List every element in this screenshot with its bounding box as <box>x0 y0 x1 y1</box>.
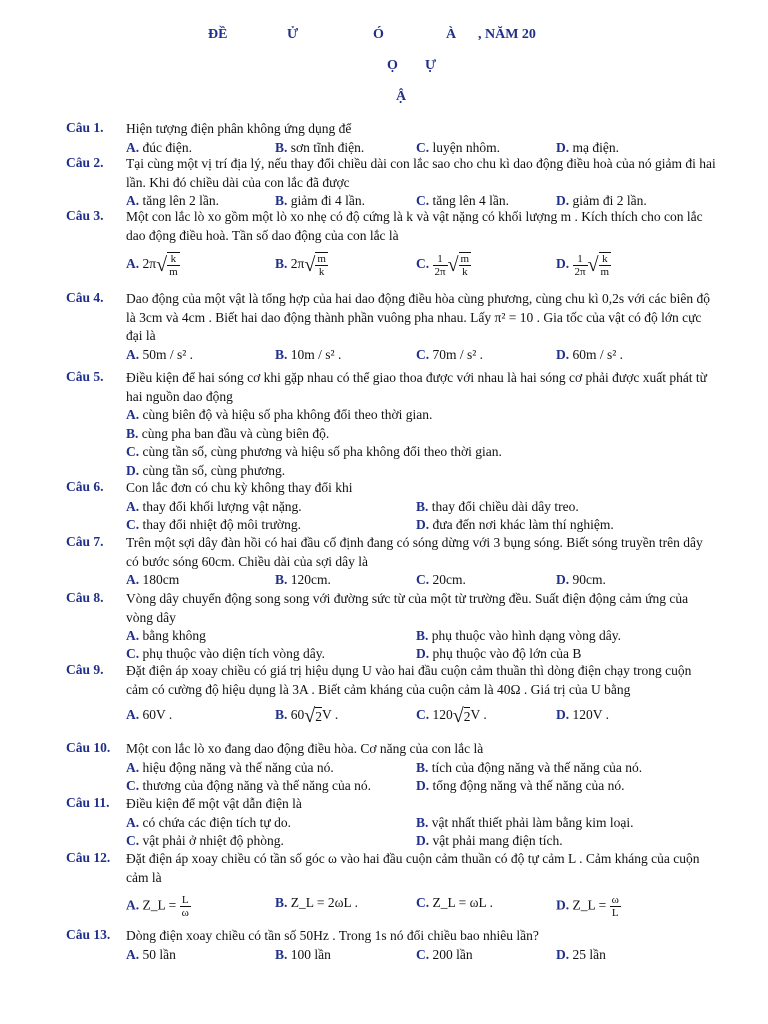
option-text: 2π <box>290 256 305 272</box>
radical-sign: √ <box>587 254 599 276</box>
answer-option <box>416 759 642 777</box>
option-text: bằng không <box>142 628 206 643</box>
question <box>66 740 716 795</box>
question-number: Câu 4. <box>66 290 104 305</box>
option-letter: B. <box>275 346 288 362</box>
answer-option <box>126 571 179 589</box>
radical-sign: √ <box>304 254 316 276</box>
radical-sign: √ <box>156 254 168 276</box>
option-text: 20cm. <box>432 572 466 587</box>
question-number: Câu 8. <box>66 590 104 605</box>
question-number: Câu 9. <box>66 662 104 677</box>
question <box>66 369 716 480</box>
header-fragment: Ậ <box>396 89 407 104</box>
option-letter: B. <box>275 946 288 962</box>
square-root <box>304 706 322 726</box>
fraction <box>573 253 588 278</box>
option-letter: A. <box>126 946 140 962</box>
option-text: Z_L = <box>142 897 180 913</box>
answer-option <box>126 406 716 425</box>
option-letter: A. <box>126 498 140 514</box>
answer-option <box>126 462 716 481</box>
option-row <box>126 139 716 157</box>
option-text: sơn tĩnh điện. <box>290 139 365 155</box>
option-letter: B. <box>416 814 429 830</box>
option-text: 120cm. <box>290 572 331 587</box>
question-text: Một con lắc lò xo đang dao động điều hòa. Cơ năng của con lắc là <box>126 741 484 756</box>
answer-option <box>556 139 619 157</box>
option-text: cùng biên độ và hiệu số pha không đổi theo thời gian. <box>142 407 433 422</box>
square-root <box>156 252 180 278</box>
answer-option <box>126 894 191 919</box>
answer-option <box>126 946 176 964</box>
question <box>66 927 716 964</box>
option-text: V . <box>470 707 487 723</box>
fraction-numerator: ω <box>611 894 619 906</box>
option-text: Z_L = ωL . <box>432 895 493 910</box>
option-letter: C. <box>126 777 140 793</box>
question-text: Một con lắc lò xo gồm một lò xo nhẹ có độ cứng là k và vật nặng có khối lượng m . Kích thích cho con lắc dao động điều hoà. Tần số dao động của con lắc là <box>126 209 703 243</box>
answer-option <box>556 946 606 964</box>
radicand <box>599 252 612 278</box>
option-text: cùng pha ban đầu và cùng biên độ. <box>141 425 330 441</box>
option-text: phụ thuộc vào độ lớn của B <box>432 646 582 661</box>
radical-sign: √ <box>452 705 464 727</box>
fraction-denominator: 2π <box>574 265 586 278</box>
answer-option <box>416 777 624 795</box>
option-text: thay đổi khối lượng vật nặng. <box>142 498 302 514</box>
question <box>66 662 716 729</box>
option-text: 50 lần <box>142 946 176 962</box>
option-letter: D. <box>556 346 570 362</box>
option-text: tăng lên 2 lần. <box>142 193 219 208</box>
option-text: tổng động năng và thế năng của nó. <box>432 777 625 793</box>
header-fragment: , NĂM 20 <box>478 27 536 42</box>
answer-option <box>416 645 581 663</box>
header-fragment: Ó <box>373 27 384 42</box>
answer-option <box>275 346 341 364</box>
option-letter: C. <box>126 516 140 532</box>
option-letter: D. <box>556 572 570 587</box>
option-row <box>126 645 716 663</box>
question-text: Trên một sợi dây đàn hồi có hai đầu cố định đang có sóng dừng với 3 bụng sóng. Biết sóng truyền trên dây có bước sóng 60cm. Chiều dài của sợi dây là <box>126 535 703 569</box>
fraction <box>459 253 472 278</box>
option-letter: B. <box>275 139 288 155</box>
option-text: 60V . <box>142 707 173 722</box>
option-letter: D. <box>416 516 430 532</box>
answer-option <box>275 571 331 589</box>
option-letter: B. <box>126 425 139 441</box>
radicand: 2 <box>315 708 322 724</box>
radicand <box>459 252 472 278</box>
option-text: Z_L = <box>572 897 610 913</box>
option-letter: B. <box>275 895 288 910</box>
answer-option <box>416 346 483 364</box>
question-number: Câu 10. <box>66 740 111 755</box>
option-text: có chứa các điện tích tự do. <box>142 814 291 830</box>
option-text: 60m / s² . <box>572 346 624 362</box>
answer-option <box>275 252 328 278</box>
radicand <box>167 252 180 278</box>
square-root <box>453 706 471 726</box>
answer-option <box>126 706 172 724</box>
option-letter: D. <box>556 707 570 722</box>
option-row <box>126 814 716 832</box>
option-letter: C. <box>126 832 140 848</box>
answer-option <box>126 645 325 663</box>
answer-option <box>126 498 302 516</box>
option-text: thay đổi nhiệt độ môi trường. <box>142 516 301 532</box>
option-text: Z_L = 2ωL . <box>290 895 359 910</box>
option-letter: B. <box>275 256 288 272</box>
option-row <box>126 887 716 917</box>
fraction-denominator: m <box>169 266 178 278</box>
question <box>66 155 716 210</box>
question-number: Câu 1. <box>66 120 104 135</box>
option-letter: B. <box>416 759 429 775</box>
question-text: Vòng dây chuyển động song song với đường sức từ của một từ trường đều. Suất điện động cảm ứng của vòng dây <box>126 591 689 625</box>
header-fragment: Ự <box>425 58 437 73</box>
fraction-numerator: 1 <box>433 253 448 266</box>
answer-option <box>416 946 473 964</box>
question <box>66 290 716 364</box>
answer-option <box>275 139 364 157</box>
option-letter: C. <box>126 444 140 459</box>
option-letter: B. <box>275 193 288 208</box>
option-text: 25 lần <box>572 946 606 962</box>
option-row <box>126 571 716 589</box>
fraction-numerator: k <box>599 253 612 266</box>
option-letter: A. <box>126 628 140 643</box>
option-text: giảm đi 2 lần. <box>572 193 647 208</box>
question <box>66 850 716 917</box>
option-letter: C. <box>416 707 430 723</box>
fraction-numerator: k <box>167 253 180 266</box>
option-letter: A. <box>126 572 140 587</box>
option-text: tăng lên 4 lần. <box>432 193 509 208</box>
answer-option <box>556 252 611 278</box>
option-letter: D. <box>416 832 430 848</box>
option-text: cùng tần số, cùng phương. <box>142 462 286 478</box>
option-text: 200 lần <box>432 946 473 962</box>
answer-option <box>416 832 563 850</box>
square-root <box>304 252 328 278</box>
question-text: Con lắc đơn có chu kỳ không thay đổi khi <box>126 480 353 495</box>
square-root <box>588 252 612 278</box>
option-letter: A. <box>126 256 140 272</box>
option-letter: B. <box>275 707 288 723</box>
answer-option <box>275 706 338 726</box>
question-number: Câu 2. <box>66 155 104 170</box>
fraction-numerator: m <box>460 253 470 265</box>
option-letter: D. <box>126 462 140 478</box>
option-letter: C. <box>416 139 430 155</box>
fraction <box>315 253 328 278</box>
option-text: 10m / s² . <box>290 346 342 362</box>
answer-option <box>416 498 579 516</box>
answer-option <box>126 425 716 444</box>
answer-option <box>416 894 493 912</box>
radicand <box>315 252 328 278</box>
option-letter: D. <box>556 256 570 272</box>
option-text: 120V . <box>572 707 610 722</box>
option-letter: A. <box>126 759 140 775</box>
question <box>66 590 716 663</box>
answer-option <box>416 627 621 645</box>
fraction-denominator: L <box>611 907 619 919</box>
fraction <box>433 253 448 278</box>
option-text: cùng tần số, cùng phương và hiệu số pha không đổi theo thời gian. <box>142 444 502 459</box>
answer-option <box>556 894 621 919</box>
fraction-numerator: L <box>180 894 191 907</box>
option-row <box>126 346 716 364</box>
option-row <box>126 832 716 850</box>
answer-option <box>126 139 192 157</box>
option-row <box>126 627 716 645</box>
option-text: phụ thuộc vào hình dạng vòng dây. <box>431 628 621 643</box>
answer-option <box>126 252 180 278</box>
option-letter: D. <box>556 897 570 913</box>
option-letter: C. <box>416 193 430 208</box>
option-letter: B. <box>416 498 429 514</box>
option-text: hiệu động năng và thế năng của nó. <box>142 759 334 775</box>
question-text: Đặt điện áp xoay chiều có giá trị hiệu dụng U vào hai đầu cuộn cảm thuần thì dòng điện chạy trong cuộn cảm có cường độ hiệu dụng là 3A . Biết cảm kháng của cuộn cảm là 40Ω . Giá trị của U bằng <box>126 663 692 697</box>
option-letter: D. <box>416 777 430 793</box>
option-text: 180cm <box>142 572 180 587</box>
question <box>66 208 716 278</box>
option-text: đưa đến nơi khác làm thí nghiệm. <box>432 516 614 532</box>
question-number: Câu 11. <box>66 795 110 810</box>
option-letter: D. <box>556 139 570 155</box>
option-letter: D. <box>416 646 430 661</box>
option-letter: A. <box>126 139 140 155</box>
option-letter: B. <box>416 628 429 643</box>
answer-option <box>126 814 291 832</box>
option-text: V . <box>322 707 339 723</box>
option-letter: A. <box>126 814 140 830</box>
option-text: vật nhất thiết phải làm bằng kim loại. <box>431 814 634 830</box>
question <box>66 795 716 850</box>
answer-option <box>556 706 609 724</box>
option-letter: C. <box>416 572 430 587</box>
header-fragment: Ử <box>287 27 299 42</box>
question-number: Câu 12. <box>66 850 111 865</box>
option-text: thay đổi chiều dài dây treo. <box>431 498 579 514</box>
option-letter: A. <box>126 707 140 722</box>
option-row <box>126 759 716 777</box>
question <box>66 479 716 534</box>
option-row <box>126 946 716 964</box>
option-letter: A. <box>126 193 140 208</box>
option-text: 120 <box>432 707 453 723</box>
question-number: Câu 5. <box>66 369 104 384</box>
question <box>66 534 716 589</box>
option-text: vật phải mang điện tích. <box>432 832 563 848</box>
option-letter: C. <box>416 946 430 962</box>
square-root <box>448 252 472 278</box>
option-text: thương của động năng và thế năng của nó. <box>142 777 372 793</box>
question-number: Câu 13. <box>66 927 111 942</box>
fraction-denominator: m <box>600 266 610 278</box>
fraction <box>610 894 621 919</box>
option-text: vật phải ở nhiệt độ phòng. <box>142 832 284 848</box>
fraction <box>180 894 191 919</box>
question-text: Điều kiện để hai sóng cơ khi gặp nhau có thể giao thoa được với nhau là hai sóng cơ phải được xuất phát từ hai nguồn dao động <box>126 370 708 404</box>
option-letter: D. <box>556 193 570 208</box>
answer-option <box>416 252 471 278</box>
answer-option <box>416 706 487 726</box>
fraction-denominator: k <box>318 266 325 278</box>
fraction-denominator: 2π <box>434 265 446 278</box>
answer-option <box>126 759 334 777</box>
option-row <box>126 777 716 795</box>
option-text: phụ thuộc vào diện tích vòng dây. <box>142 646 325 661</box>
option-text: đúc điện. <box>142 139 192 155</box>
question-number: Câu 6. <box>66 479 104 494</box>
answer-option <box>126 627 206 645</box>
question-number: Câu 7. <box>66 534 104 549</box>
fraction-numerator: m <box>317 253 326 265</box>
question-number: Câu 3. <box>66 208 104 223</box>
option-text: 60 <box>290 707 305 723</box>
header-fragment: Ọ <box>387 58 398 73</box>
option-letter: B. <box>275 572 288 587</box>
option-text: luyện nhôm. <box>432 139 500 155</box>
answer-option <box>126 777 371 795</box>
option-letter: A. <box>126 346 140 362</box>
answer-option <box>126 443 716 462</box>
question-text: Hiện tượng điện phân không ứng dụng để <box>126 121 352 136</box>
fraction-denominator: ω <box>181 907 189 919</box>
question-text: Tại cùng một vị trí địa lý, nếu thay đổi chiều dài con lắc sao cho chu kì dao động điều hoà của nó giảm đi hai lần. Khi đó chiều dài của con lắc đã được <box>126 156 716 190</box>
option-text: tích của động năng và thế năng của nó. <box>431 759 643 775</box>
option-letter: A. <box>126 897 140 913</box>
answer-option <box>126 832 284 850</box>
header-fragment: ĐỀ <box>208 27 228 42</box>
question <box>66 120 716 157</box>
option-text: giảm đi 4 lần. <box>290 193 366 208</box>
option-text: 2π <box>142 256 157 272</box>
question-text: Dòng điện xoay chiều có tần số 50Hz . Trong 1s nó đổi chiều bao nhiêu lần? <box>126 928 539 943</box>
option-row <box>126 498 716 516</box>
fraction <box>599 253 612 278</box>
option-letter: C. <box>126 646 140 661</box>
option-row <box>126 245 716 278</box>
fraction <box>167 253 180 278</box>
fraction-numerator: 1 <box>573 253 588 266</box>
answer-option <box>275 946 331 964</box>
option-text: 50m / s² . <box>142 346 194 362</box>
answer-option <box>416 139 500 157</box>
answer-option <box>416 516 614 534</box>
answer-option <box>275 894 358 912</box>
header-fragment: À <box>446 27 457 42</box>
question-text: Đặt điện áp xoay chiều có tần số góc ω vào hai đầu cuộn cảm thuần có độ tự cảm L . Cảm kháng của cuộn cảm là <box>126 851 700 885</box>
option-row <box>126 699 716 729</box>
question-text: Điều kiện để một vật dẫn điện là <box>126 796 302 811</box>
option-letter: C. <box>416 346 430 362</box>
option-letter: D. <box>556 946 570 962</box>
answer-option <box>556 571 606 589</box>
answer-option <box>416 814 633 832</box>
radical-sign: √ <box>304 705 316 727</box>
option-text: 70m / s² . <box>432 346 484 362</box>
option-letter: A. <box>126 407 140 422</box>
option-row <box>126 516 716 534</box>
radicand: 2 <box>463 708 471 724</box>
fraction-denominator: k <box>462 266 468 278</box>
option-text: 90cm. <box>572 572 606 587</box>
option-letter: C. <box>416 256 430 272</box>
answer-option <box>556 346 623 364</box>
radical-sign: √ <box>447 254 459 276</box>
answer-option <box>126 516 301 534</box>
option-text: 100 lần <box>290 946 331 962</box>
option-text: mạ điện. <box>572 139 619 155</box>
option-letter: C. <box>416 895 430 910</box>
answer-option <box>126 346 193 364</box>
answer-option <box>416 571 466 589</box>
question-text: Dao động của một vật là tổng hợp của hai dao động điều hòa cùng phương, cùng chu kì 0,2s với các biên độ là 3cm và 4cm . Biết hai dao động thành phần vuông pha nhau. Lấy π² = 10 . Gia tốc của vật có độ lớn cực đại là <box>126 291 710 343</box>
